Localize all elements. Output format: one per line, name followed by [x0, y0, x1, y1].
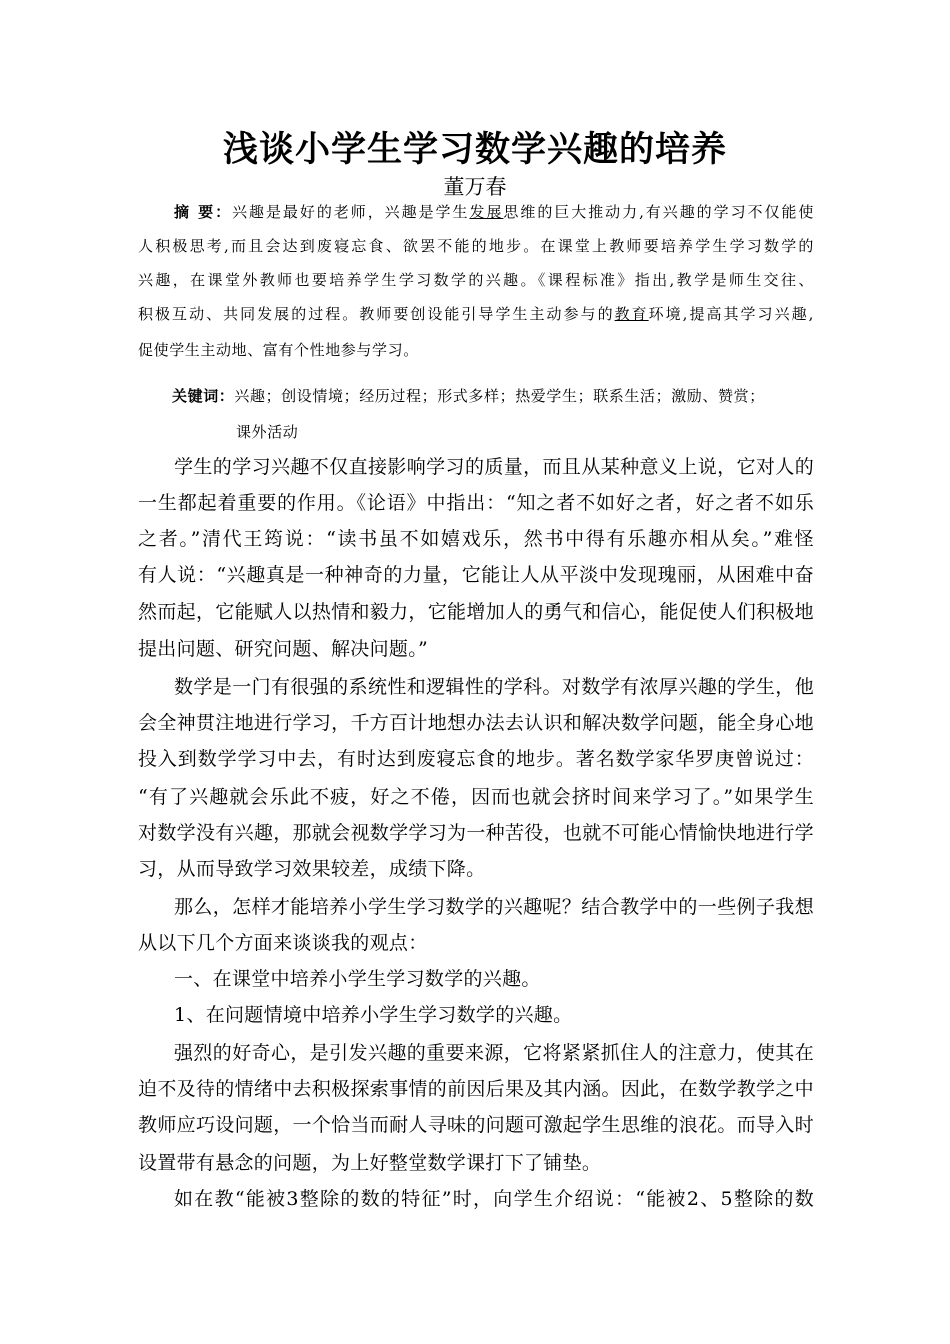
document-title: 浅谈小学生学习数学兴趣的培养: [222, 129, 727, 170]
body-line: 之者。”清代王筠说：“读书虽不如嬉戏乐，然书中得有乐趣亦相从矣。”难怪: [138, 528, 814, 550]
body-line: 提出问题、研究问题、解决问题。”: [138, 638, 429, 660]
body-line: 从以下几个方面来谈谈我的观点：: [138, 932, 428, 954]
body-line: 会全神贯注地进行学习，千方百计地想办法去认识和解决数学问题，能全身心地: [138, 712, 814, 734]
abstract-line-2: 人积极思考,而且会达到废寝忘食、欲罢不能的地步。在课堂上教师要培养学生学习数学的: [138, 237, 814, 255]
body-line: “有了兴趣就会乐此不疲，好之不倦，因而也就会挤时间来学习了。”如果学生: [138, 786, 814, 808]
abstract-line-4: [138, 304, 814, 324]
section-heading: 一、在课堂中培养小学生学习数学的兴趣。: [174, 968, 541, 990]
abstract-text: 思维的巨大推动力,有兴趣的学习不仅能使: [503, 203, 815, 221]
keywords-text: 兴趣；创设情境；经历过程；形式多样；热爱学生；联系生活；激励、赞赏；: [234, 387, 765, 405]
body-line: 教师应巧设问题，一个恰当而耐人寻味的问题可激起学生思维的浪花。而导入时: [138, 1114, 814, 1136]
keywords-line-2: 课外活动: [236, 423, 299, 441]
body-line: 投入到数学学习中去，有时达到废寝忘食的地步。著名数学家华罗庚曾说过：: [138, 748, 814, 770]
author-name: 董万春: [443, 175, 507, 199]
body-line: 迫不及待的情绪中去积极探索事情的前因后果及其内涵。因此，在数学教学之中: [138, 1078, 814, 1100]
abstract-line-3: 兴趣，在课堂外教师也要培养学生学习数学的兴趣。《课程标准》指出,教学是师生交往、: [138, 271, 814, 289]
keywords-label: 关键词：: [172, 387, 235, 405]
abstract-label: 摘 要：: [174, 203, 233, 221]
abstract-text: 环境,提高其学习兴趣,: [648, 305, 814, 323]
abstract-text: 兴趣是最好的老师，兴趣是学生: [232, 203, 470, 221]
body-line: 习，从而导致学习效果较差，成绩下降。: [138, 858, 486, 880]
abstract-line-5: 促使学生主动地、富有个性地参与学习。: [138, 341, 419, 359]
abstract-link-develop[interactable]: 发展: [469, 203, 504, 221]
body-line: 学生的学习兴趣不仅直接影响学习的质量，而且从某种意义上说，它对人的: [174, 456, 814, 478]
body-line: 对数学没有兴趣，那就会视数学学习为一种苦役，也就不可能心情愉快地进行学: [138, 822, 814, 844]
body-line: 一生都起着重要的作用。《论语》中指出：“知之者不如好之者，好之者不如乐: [138, 492, 814, 514]
abstract-link-education[interactable]: 教育: [614, 305, 649, 323]
abstract-text: 积极互动、共同发展的过程。教师要创设能引导学生主动参与的: [138, 305, 615, 323]
abstract-line-1: [174, 202, 814, 222]
body-line: 然而起，它能赋人以热情和毅力，它能增加人的勇气和信心，能促使人们积极地: [138, 601, 814, 623]
body-line: 数学是一门有很强的系统性和逻辑性的学科。对数学有浓厚兴趣的学生，他: [174, 676, 814, 698]
body-line: 设置带有悬念的问题，为上好整堂数学课打下了铺垫。: [138, 1152, 602, 1174]
body-line: 那么，怎样才能培养小学生学习数学的兴趣呢？结合教学中的一些例子我想: [174, 896, 814, 918]
body-line: 如在教“能被3整除的数的特征”时，向学生介绍说：“能被2、5整除的数: [174, 1188, 814, 1210]
body-line: 有人说：“兴趣真是一种神奇的力量，它能让人从平淡中发现瑰丽，从困难中奋: [138, 564, 814, 586]
keywords-line-1: [172, 386, 812, 406]
subsection-heading: 1、在问题情境中培养小学生学习数学的兴趣。: [174, 1004, 573, 1026]
body-line: 强烈的好奇心，是引发兴趣的重要来源，它将紧紧抓住人的注意力，使其在: [174, 1042, 814, 1064]
